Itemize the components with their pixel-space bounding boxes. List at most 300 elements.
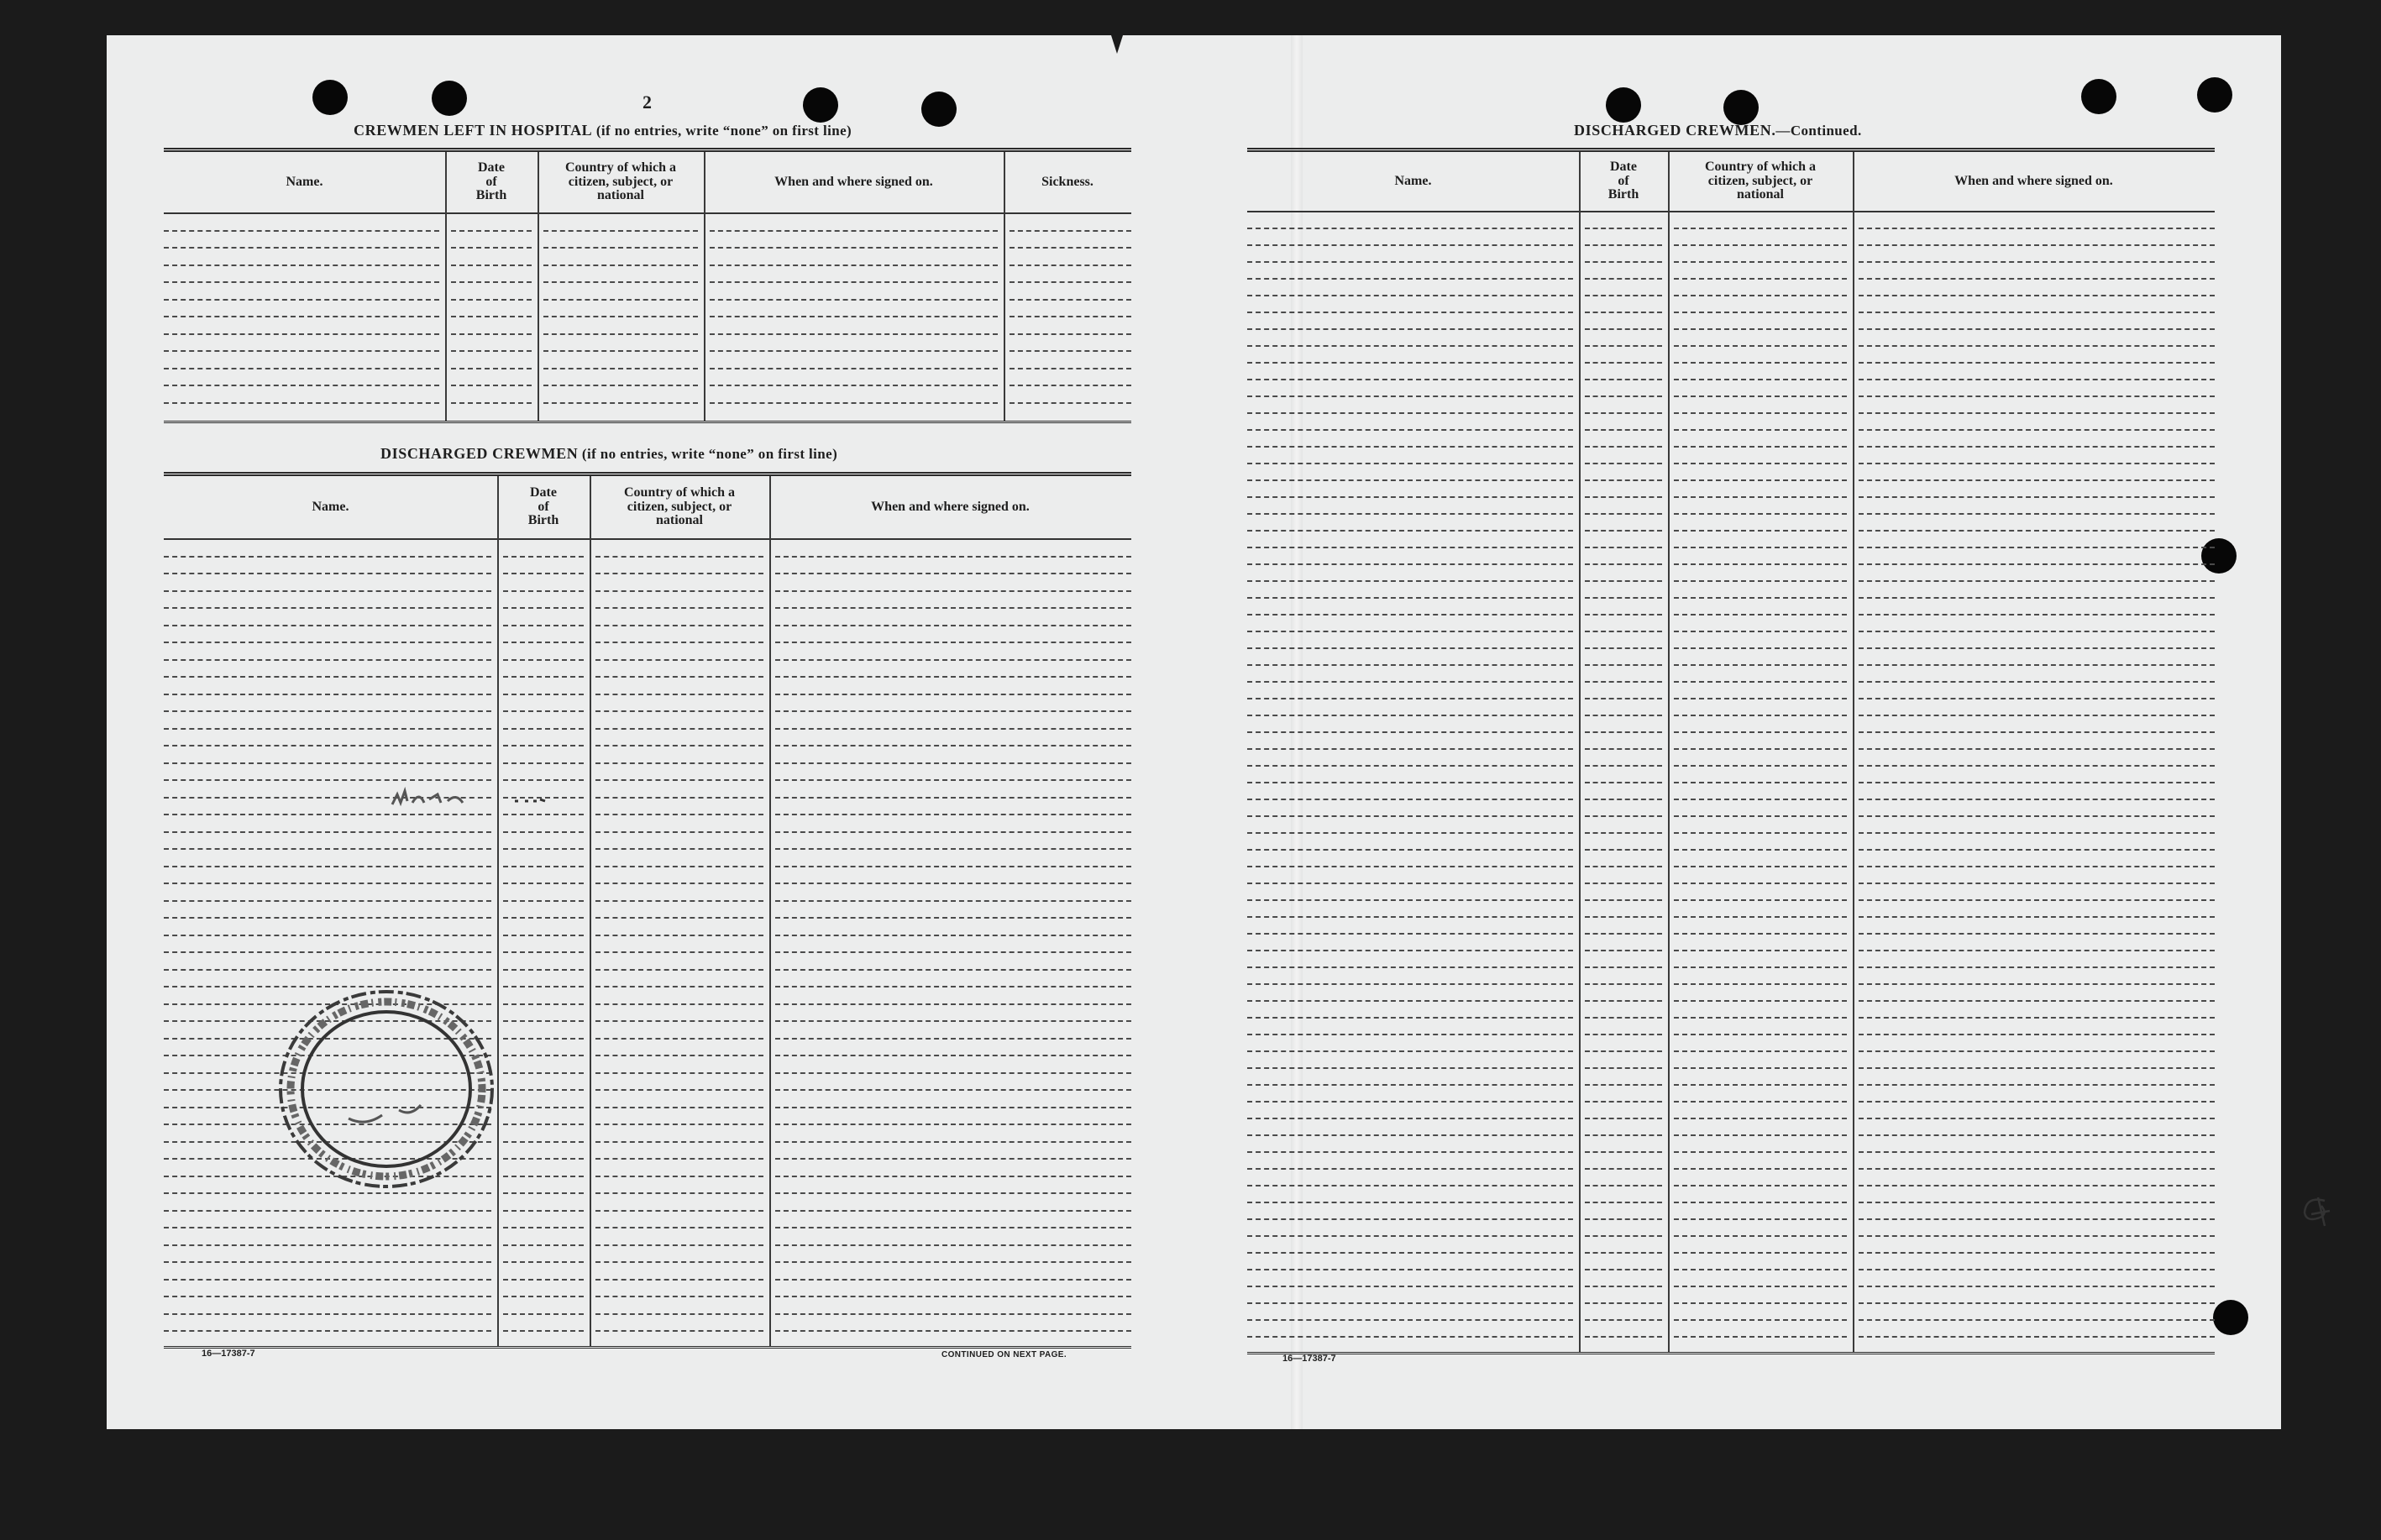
ruled-line xyxy=(1859,849,2215,851)
ruled-line xyxy=(1859,1302,2215,1304)
ruled-line xyxy=(1859,328,2215,330)
ruled-line xyxy=(1585,1101,1662,1103)
ruled-line xyxy=(1674,328,1847,330)
punch-hole-icon xyxy=(2213,1300,2248,1335)
ruled-line xyxy=(1674,1084,1847,1086)
ruled-line xyxy=(1585,1269,1662,1270)
right-title-suffix: —Continued. xyxy=(1775,123,1862,139)
ruled-line xyxy=(1585,883,1662,884)
ruled-line xyxy=(1247,1034,1573,1035)
ruled-line xyxy=(164,969,491,971)
ruled-line xyxy=(1247,1151,1573,1153)
ruled-line xyxy=(1674,1101,1847,1103)
ruled-line xyxy=(451,265,532,266)
ruled-line xyxy=(595,1158,763,1160)
ruled-line xyxy=(503,642,584,643)
ruled-line xyxy=(1859,966,2215,968)
discharged-section-title xyxy=(380,445,837,463)
ruled-line xyxy=(451,316,532,317)
column-rule xyxy=(497,476,499,1346)
ruled-line xyxy=(503,590,584,592)
ruled-line xyxy=(1585,916,1662,918)
ruled-line xyxy=(595,917,763,919)
ruled-line xyxy=(1674,479,1847,481)
ruled-line xyxy=(1674,866,1847,867)
ruled-line xyxy=(1247,1101,1573,1103)
ruled-line xyxy=(775,710,1131,712)
ruled-line xyxy=(1674,312,1847,313)
ruled-line xyxy=(503,1261,584,1263)
ruled-line xyxy=(543,316,698,317)
ruled-line xyxy=(1674,295,1847,296)
ruled-line xyxy=(1247,1218,1573,1220)
ruled-line xyxy=(1859,597,2215,599)
ruled-line xyxy=(1247,429,1573,431)
ruled-line xyxy=(775,1020,1131,1022)
right-title: DISCHARGED CREWMEN. xyxy=(1574,122,1776,139)
ruled-line xyxy=(1010,385,1131,386)
ruled-line xyxy=(1674,715,1847,716)
ruled-line xyxy=(1585,899,1662,901)
ruled-line xyxy=(1247,1235,1573,1237)
punch-hole-icon xyxy=(312,80,348,115)
ruled-line xyxy=(1859,395,2215,397)
ruled-line xyxy=(1674,765,1847,767)
ruled-line xyxy=(503,848,584,850)
ruled-line xyxy=(595,1020,763,1022)
ruled-line xyxy=(775,883,1131,884)
ruled-line xyxy=(595,969,763,971)
ruled-line xyxy=(775,694,1131,695)
ruled-line xyxy=(503,556,584,558)
ruled-line xyxy=(164,1210,491,1212)
ruled-line xyxy=(1859,1319,2215,1321)
ruled-line xyxy=(1674,1319,1847,1321)
ruled-line xyxy=(1585,463,1662,464)
ruled-line xyxy=(1859,916,2215,918)
ruled-line xyxy=(543,368,698,369)
ruled-line xyxy=(1674,496,1847,498)
ruled-line xyxy=(595,607,763,609)
ruled-line xyxy=(1585,731,1662,733)
column-rule xyxy=(445,152,447,421)
ruled-line xyxy=(1585,1134,1662,1136)
ruled-line xyxy=(1247,631,1573,632)
ruled-line xyxy=(1859,815,2215,817)
ruled-line xyxy=(503,1296,584,1297)
ruled-line xyxy=(595,625,763,626)
col-when-where: When and where signed on. xyxy=(1954,173,2113,188)
ruled-line xyxy=(1859,244,2215,246)
ruled-line xyxy=(1247,849,1573,851)
ruled-line xyxy=(775,659,1131,661)
ruled-line xyxy=(595,831,763,833)
ruled-line xyxy=(164,831,491,833)
ruled-line xyxy=(1859,1017,2215,1019)
ruled-line xyxy=(1247,312,1573,313)
ruled-line xyxy=(1674,463,1847,464)
ruled-line xyxy=(595,866,763,867)
ruled-line xyxy=(595,573,763,574)
ruled-line xyxy=(710,333,998,335)
ruled-line xyxy=(1859,1269,2215,1270)
ruled-line xyxy=(1674,228,1847,229)
ruled-line xyxy=(595,1124,763,1125)
ruled-line xyxy=(775,745,1131,746)
ruled-line xyxy=(1674,278,1847,280)
ruled-line xyxy=(1247,664,1573,666)
ruled-line xyxy=(1585,513,1662,515)
ruled-line xyxy=(710,230,998,232)
ruled-line xyxy=(1859,580,2215,582)
ruled-line xyxy=(1674,412,1847,414)
ruled-line xyxy=(595,1330,763,1332)
ruled-line xyxy=(775,951,1131,953)
ruled-line xyxy=(1247,765,1573,767)
ruled-line xyxy=(1247,1269,1573,1270)
right-header-row xyxy=(1247,152,2215,212)
ruled-line xyxy=(451,350,532,352)
ruled-line xyxy=(503,1089,584,1091)
ruled-line xyxy=(1674,832,1847,834)
ruled-line xyxy=(1674,631,1847,632)
ruled-line xyxy=(164,883,491,884)
ruled-line xyxy=(164,1244,491,1246)
ruled-line xyxy=(710,350,998,352)
hospital-title: CREWMEN LEFT IN HOSPITAL xyxy=(354,122,593,139)
ruled-line xyxy=(1585,328,1662,330)
ruled-line xyxy=(595,1227,763,1228)
ruled-line xyxy=(1859,1202,2215,1203)
ruled-line xyxy=(595,779,763,781)
ruled-line xyxy=(1585,966,1662,968)
ruled-line xyxy=(1859,1235,2215,1237)
ruled-line xyxy=(1247,950,1573,951)
ruled-line xyxy=(1859,312,2215,313)
ruled-line xyxy=(1247,1017,1573,1019)
ruled-line xyxy=(775,1210,1131,1212)
ruled-line xyxy=(1859,1118,2215,1119)
ruled-line xyxy=(1585,1017,1662,1019)
ruled-line xyxy=(775,1158,1131,1160)
ruled-line xyxy=(1859,983,2215,985)
ruled-line xyxy=(1859,362,2215,364)
ruled-line xyxy=(1859,547,2215,548)
ruled-line xyxy=(775,1176,1131,1177)
ruled-line xyxy=(595,1176,763,1177)
ruled-line xyxy=(710,316,998,317)
ruled-line xyxy=(1859,563,2215,565)
ruled-line xyxy=(503,917,584,919)
ruled-line xyxy=(543,299,698,301)
ruled-line xyxy=(1674,362,1847,364)
ruled-line xyxy=(164,1279,491,1281)
ruled-line xyxy=(1010,299,1131,301)
ruled-line xyxy=(503,694,584,695)
ruled-line xyxy=(1859,513,2215,515)
ruled-line xyxy=(1247,395,1573,397)
ruled-line xyxy=(543,402,698,404)
ruled-line xyxy=(503,969,584,971)
ruled-line xyxy=(451,299,532,301)
ruled-line xyxy=(595,1261,763,1263)
ruled-line xyxy=(1859,1151,2215,1153)
ruled-line xyxy=(503,935,584,936)
ruled-line xyxy=(595,1055,763,1056)
ruled-line xyxy=(710,265,998,266)
ruled-line xyxy=(1247,883,1573,884)
ruled-line xyxy=(1859,1185,2215,1186)
col-name: Name. xyxy=(312,499,349,514)
ruled-line xyxy=(1859,1286,2215,1287)
col-country: Country of which a citizen, subject, or national xyxy=(564,160,676,203)
ruled-line xyxy=(543,333,698,335)
ruled-line xyxy=(1674,1235,1847,1237)
right-section-title xyxy=(1574,122,1862,139)
ruled-line xyxy=(595,935,763,936)
ruled-line xyxy=(1859,1034,2215,1035)
ruled-line xyxy=(1859,295,2215,296)
ruled-line xyxy=(1674,1134,1847,1136)
ruled-line xyxy=(1247,580,1573,582)
ruled-line xyxy=(164,642,491,643)
ruled-line xyxy=(1859,950,2215,951)
form-id-right: 16—17387-7 xyxy=(1282,1354,1336,1364)
punch-hole-icon xyxy=(803,87,838,123)
ruled-line xyxy=(1674,1202,1847,1203)
ruled-line xyxy=(1585,580,1662,582)
ruled-line xyxy=(775,1330,1131,1332)
ruled-line xyxy=(1247,799,1573,800)
punch-hole-icon xyxy=(1723,90,1759,125)
ruled-line xyxy=(1247,1134,1573,1136)
ruled-line xyxy=(164,607,491,609)
ruled-line xyxy=(595,1279,763,1281)
ruled-line xyxy=(1247,362,1573,364)
ruled-line xyxy=(1585,681,1662,683)
col-sickness: Sickness. xyxy=(1041,174,1093,189)
ruled-line xyxy=(1247,1084,1573,1086)
ruled-line xyxy=(164,710,491,712)
ruled-line xyxy=(1585,832,1662,834)
ruled-line xyxy=(1585,664,1662,666)
ruled-line xyxy=(164,299,439,301)
discharged-title: DISCHARGED CREWMEN xyxy=(380,445,579,462)
ruled-line xyxy=(595,659,763,661)
ruled-line xyxy=(164,333,439,335)
ruled-line xyxy=(1859,261,2215,263)
ruled-line xyxy=(1247,530,1573,532)
ruled-line xyxy=(1585,1118,1662,1119)
ruled-line xyxy=(1585,530,1662,532)
ruled-line xyxy=(775,625,1131,626)
ruled-line xyxy=(1674,244,1847,246)
ruled-line xyxy=(1585,563,1662,565)
ruled-line xyxy=(1674,1185,1847,1186)
ruled-line xyxy=(1674,1336,1847,1338)
ruled-line xyxy=(503,1176,584,1177)
ruled-line xyxy=(1585,1000,1662,1002)
ruled-line xyxy=(1585,228,1662,229)
ruled-line xyxy=(1674,1034,1847,1035)
ruled-line xyxy=(595,814,763,815)
ruled-line xyxy=(595,1192,763,1194)
ruled-line xyxy=(1674,1286,1847,1287)
ruled-line xyxy=(1859,429,2215,431)
ruled-line xyxy=(1585,950,1662,951)
ruled-line xyxy=(1247,1252,1573,1254)
ruled-line xyxy=(1247,832,1573,834)
ruled-line xyxy=(1247,228,1573,229)
ruled-line xyxy=(1247,731,1573,733)
ruled-line xyxy=(775,848,1131,850)
ruled-line xyxy=(595,1313,763,1315)
ruled-line xyxy=(1585,362,1662,364)
ruled-line xyxy=(710,385,998,386)
hospital-note: (if no entries, write “none” on first line) xyxy=(595,123,852,139)
ruled-line xyxy=(543,385,698,386)
ruled-line xyxy=(503,1038,584,1040)
ruled-line xyxy=(1585,1302,1662,1304)
ruled-line xyxy=(595,883,763,884)
scan-notch xyxy=(1111,35,1123,54)
ruled-line xyxy=(595,900,763,902)
ruled-line xyxy=(1585,429,1662,431)
ruled-line xyxy=(1674,647,1847,649)
ruled-line xyxy=(503,625,584,626)
ruled-line xyxy=(503,762,584,764)
ruled-line xyxy=(1859,479,2215,481)
ruled-line xyxy=(1674,731,1847,733)
column-rule xyxy=(1668,152,1670,1352)
ruled-line xyxy=(1247,1302,1573,1304)
ruled-line xyxy=(1585,1319,1662,1321)
ruled-line xyxy=(595,1038,763,1040)
ruled-line xyxy=(595,556,763,558)
ruled-line xyxy=(451,333,532,335)
ruled-line xyxy=(451,230,532,232)
ruled-line xyxy=(595,676,763,678)
ruled-line xyxy=(1247,1319,1573,1321)
ruled-line xyxy=(1674,1302,1847,1304)
ruled-line xyxy=(164,745,491,746)
ruled-line xyxy=(1859,446,2215,448)
ruled-line xyxy=(1585,244,1662,246)
ruled-line xyxy=(775,900,1131,902)
ruled-line xyxy=(164,900,491,902)
hospital-header-row xyxy=(164,152,1131,214)
ruled-line xyxy=(503,676,584,678)
ruled-line xyxy=(503,728,584,730)
ruled-line xyxy=(1585,395,1662,397)
ruled-line xyxy=(1585,1218,1662,1220)
ruled-line xyxy=(503,866,584,867)
ruled-line xyxy=(503,951,584,953)
ruled-line xyxy=(710,368,998,369)
ruled-line xyxy=(1674,664,1847,666)
ruled-line xyxy=(503,1227,584,1228)
ruled-line xyxy=(775,797,1131,799)
hospital-table xyxy=(164,148,1131,423)
ruled-line xyxy=(1010,368,1131,369)
ruled-line xyxy=(775,1296,1131,1297)
ruled-line xyxy=(1859,664,2215,666)
ruled-line xyxy=(503,986,584,987)
ruled-line xyxy=(1585,1202,1662,1203)
ruled-line xyxy=(503,1020,584,1022)
ink-smudge-icon xyxy=(389,771,582,815)
ruled-line xyxy=(595,1244,763,1246)
ruled-line xyxy=(1674,681,1847,683)
ruled-line xyxy=(503,1210,584,1212)
ruled-line xyxy=(775,642,1131,643)
ruled-line xyxy=(503,1279,584,1281)
ruled-line xyxy=(1674,933,1847,935)
ruled-line xyxy=(1585,1084,1662,1086)
ruled-line xyxy=(1859,715,2215,716)
column-rule xyxy=(538,152,539,421)
ruled-line xyxy=(164,935,491,936)
ruled-line xyxy=(775,1313,1131,1315)
ruled-line xyxy=(1010,350,1131,352)
ruled-line xyxy=(775,1192,1131,1194)
ruled-line xyxy=(1010,265,1131,266)
ruled-line xyxy=(1010,247,1131,249)
ruled-line xyxy=(1859,933,2215,935)
ruled-line xyxy=(1859,647,2215,649)
ruled-line xyxy=(1674,1269,1847,1270)
ruled-line xyxy=(1247,966,1573,968)
ruled-line xyxy=(503,1330,584,1332)
ruled-line xyxy=(710,247,998,249)
ruled-line xyxy=(1674,1050,1847,1052)
ruled-line xyxy=(451,402,532,404)
ruled-line xyxy=(1585,412,1662,414)
ruled-line xyxy=(1585,933,1662,935)
ruled-line xyxy=(503,607,584,609)
ruled-line xyxy=(1247,681,1573,683)
col-name: Name. xyxy=(286,174,323,189)
ruled-line xyxy=(164,625,491,626)
ruled-line xyxy=(1585,345,1662,347)
ruled-line xyxy=(164,556,491,558)
ruled-line xyxy=(1859,698,2215,699)
ruled-line xyxy=(775,1055,1131,1056)
ruled-line xyxy=(1585,715,1662,716)
ruled-line xyxy=(1247,933,1573,935)
ruled-line xyxy=(1674,815,1847,817)
ruled-line xyxy=(1010,402,1131,404)
ruled-line xyxy=(164,917,491,919)
ruled-line xyxy=(1674,580,1847,582)
ruled-line xyxy=(164,402,439,404)
ruled-line xyxy=(710,281,998,283)
ruled-line xyxy=(775,1072,1131,1074)
ruled-line xyxy=(1247,1336,1573,1338)
ruled-line xyxy=(503,1158,584,1160)
ruled-line xyxy=(1247,328,1573,330)
ruled-line xyxy=(775,1279,1131,1281)
ruled-line xyxy=(1247,563,1573,565)
ruled-line xyxy=(1247,1118,1573,1119)
ruled-line xyxy=(503,1313,584,1315)
ruled-line xyxy=(1859,631,2215,632)
ruled-line xyxy=(164,230,439,232)
ruled-line xyxy=(164,676,491,678)
ruled-line xyxy=(1585,1185,1662,1186)
ruled-line xyxy=(775,1141,1131,1143)
ruled-line xyxy=(1859,1218,2215,1220)
